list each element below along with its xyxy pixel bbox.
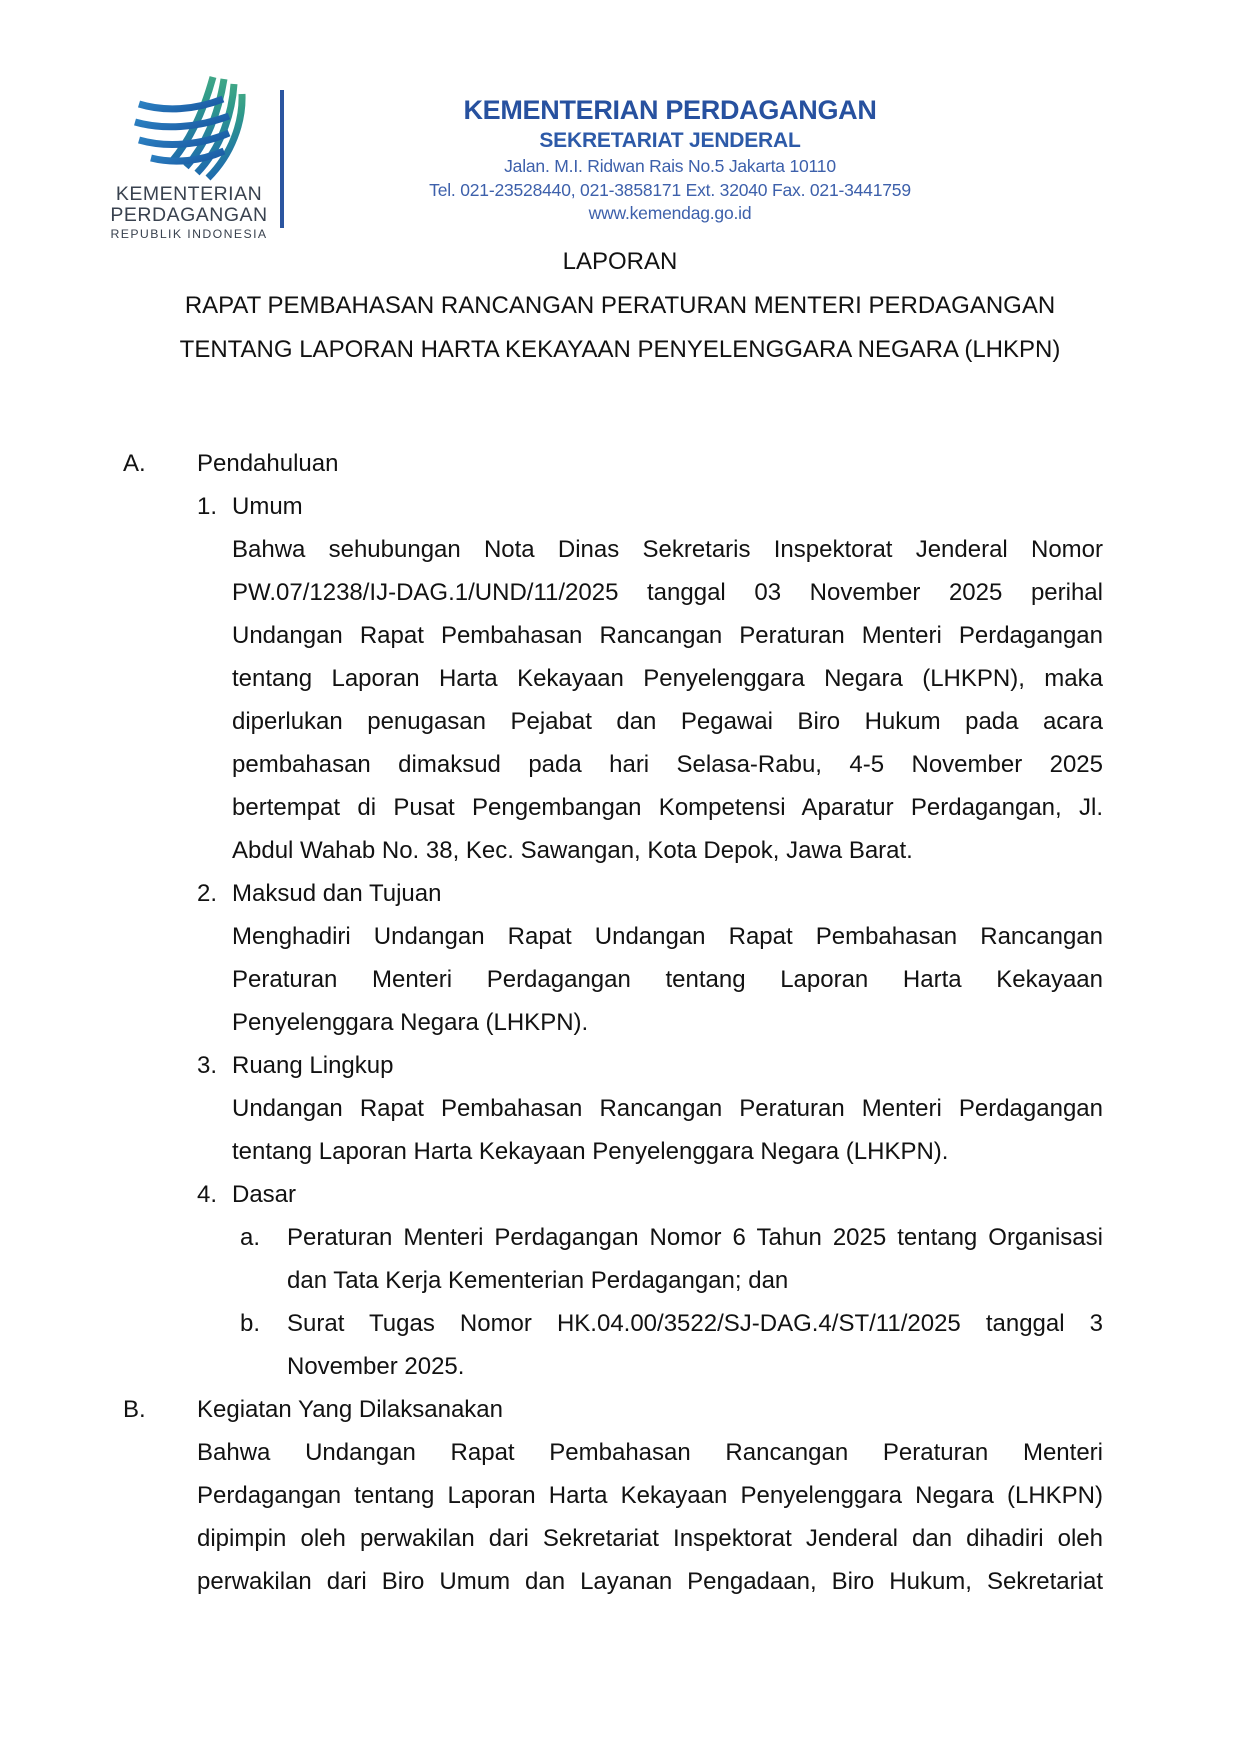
paragraph-line: Undangan Rapat Pembahasan Rancangan Peraturan Menteri Perdagangan xyxy=(232,1095,1103,1122)
letterhead-address: Jalan. M.I. Ridwan Rais No.5 Jakarta 10110 xyxy=(504,156,836,176)
paragraph-line: pembahasan dimaksud pada hari Selasa-Rabu, 4-5 November 2025 xyxy=(232,751,1103,778)
paragraph-line: tentang Laporan Harta Kekayaan Penyelenggara Negara (LHKPN). xyxy=(232,1138,949,1165)
item-heading: Maksud dan Tujuan xyxy=(232,880,442,907)
item-row xyxy=(0,1173,1240,1216)
paragraph-line: bertempat di Pusat Pengembangan Kompetensi Aparatur Perdagangan, Jl. xyxy=(232,794,1103,821)
paragraph-line: dipimpin oleh perwakilan dari Sekretariat Inspektorat Jenderal dan dihadiri oleh xyxy=(197,1525,1103,1552)
logo-caption-line1: KEMENTERIAN xyxy=(115,183,263,205)
section-row xyxy=(0,442,1240,485)
paragraph-line: November 2025. xyxy=(287,1353,465,1380)
letterhead-website: www.kemendag.go.id xyxy=(588,203,752,223)
paragraph-line: tentang Laporan Harta Kekayaan Penyelenggara Negara (LHKPN), maka xyxy=(232,665,1103,692)
letterhead-center xyxy=(300,94,1040,226)
item-number: 2. xyxy=(197,880,218,907)
paragraph-line: Undangan Rapat Pembahasan Rancangan Peraturan Menteri Perdagangan xyxy=(232,622,1103,649)
paragraph xyxy=(232,1087,1103,1173)
paragraph-line: perwakilan dari Biro Umum dan Layanan Pengadaan, Biro Hukum, Sekretariat xyxy=(197,1568,1103,1595)
logo-caption xyxy=(107,184,271,242)
subitem xyxy=(240,1216,1103,1302)
paragraph-line: diperlukan penugasan Pejabat dan Pegawai Biro Hukum pada acara xyxy=(232,708,1103,735)
title-line-2: RAPAT PEMBAHASAN RANCANGAN PERATURAN MENTERI PERDAGANGAN xyxy=(184,292,1056,319)
paragraph-line: Peraturan Menteri Perdagangan tentang Laporan Harta Kekayaan xyxy=(232,966,1103,993)
letterhead-secretariat: SEKRETARIAT JENDERAL xyxy=(539,129,801,152)
logo-caption-line3: REPUBLIK INDONESIA xyxy=(110,227,268,241)
logo-caption-line2: PERDAGANGAN xyxy=(110,204,268,226)
subitem-letter: b. xyxy=(240,1310,261,1337)
paragraph-line: dan Tata Kerja Kementerian Perdagangan; dan xyxy=(287,1267,789,1294)
letterhead-phone: Tel. 021-23528440, 021-3858171 Ext. 32040 Fax. 021-3441759 xyxy=(429,179,911,200)
item-heading: Umum xyxy=(232,493,303,520)
paragraph xyxy=(232,915,1103,1044)
item-number: 4. xyxy=(197,1181,218,1208)
title-line-1: LAPORAN xyxy=(562,248,678,275)
item-number: 1. xyxy=(197,493,218,520)
paragraph xyxy=(197,1431,1103,1603)
item-heading: Dasar xyxy=(232,1181,297,1208)
paragraph-line: Penyelenggara Negara (LHKPN). xyxy=(232,1009,589,1036)
letterhead-divider xyxy=(280,90,284,228)
paragraph-line: Menghadiri Undangan Rapat Undangan Rapat Pembahasan Rancangan xyxy=(232,923,1103,950)
paragraph-line: Abdul Wahab No. 38, Kec. Sawangan, Kota Depok, Jawa Barat. xyxy=(232,837,913,864)
section-heading: Kegiatan Yang Dilaksanakan xyxy=(197,1396,503,1423)
item-row xyxy=(0,485,1240,528)
logo-block xyxy=(107,74,271,242)
item-heading: Ruang Lingkup xyxy=(232,1052,394,1079)
subitem xyxy=(240,1302,1103,1388)
paragraph-line: Bahwa sehubungan Nota Dinas Sekretaris Inspektorat Jenderal Nomor xyxy=(232,536,1103,563)
letterhead xyxy=(0,0,1240,260)
item-row xyxy=(0,872,1240,915)
kemendag-woven-mark-icon xyxy=(128,74,250,182)
section-heading: Pendahuluan xyxy=(197,450,339,477)
section-label: A. xyxy=(123,450,146,477)
document-title xyxy=(0,240,1240,372)
paragraph-line: PW.07/1238/IJ-DAG.1/UND/11/2025 tanggal 03 November 2025 perihal xyxy=(232,579,1103,606)
paragraph-line: Surat Tugas Nomor HK.04.00/3522/SJ-DAG.4/ST/11/2025 tanggal 3 xyxy=(287,1310,1103,1337)
section-row xyxy=(0,1388,1240,1431)
paragraph-line: Peraturan Menteri Perdagangan Nomor 6 Tahun 2025 tentang Organisasi xyxy=(287,1224,1103,1251)
item-number: 3. xyxy=(197,1052,218,1079)
document-body xyxy=(0,442,1240,1603)
paragraph-line: Bahwa Undangan Rapat Pembahasan Rancangan Peraturan Menteri xyxy=(197,1439,1103,1466)
paragraph xyxy=(232,528,1103,872)
item-row xyxy=(0,1044,1240,1087)
title-line-3: TENTANG LAPORAN HARTA KEKAYAAN PENYELENGGARA NEGARA (LHKPN) xyxy=(179,336,1061,363)
subitem-letter: a. xyxy=(240,1224,261,1251)
letterhead-ministry: KEMENTERIAN PERDAGANGAN xyxy=(463,95,877,125)
section-label: B. xyxy=(123,1396,146,1423)
paragraph-line: Perdagangan tentang Laporan Harta Kekayaan Penyelenggara Negara (LHKPN) xyxy=(197,1482,1103,1509)
